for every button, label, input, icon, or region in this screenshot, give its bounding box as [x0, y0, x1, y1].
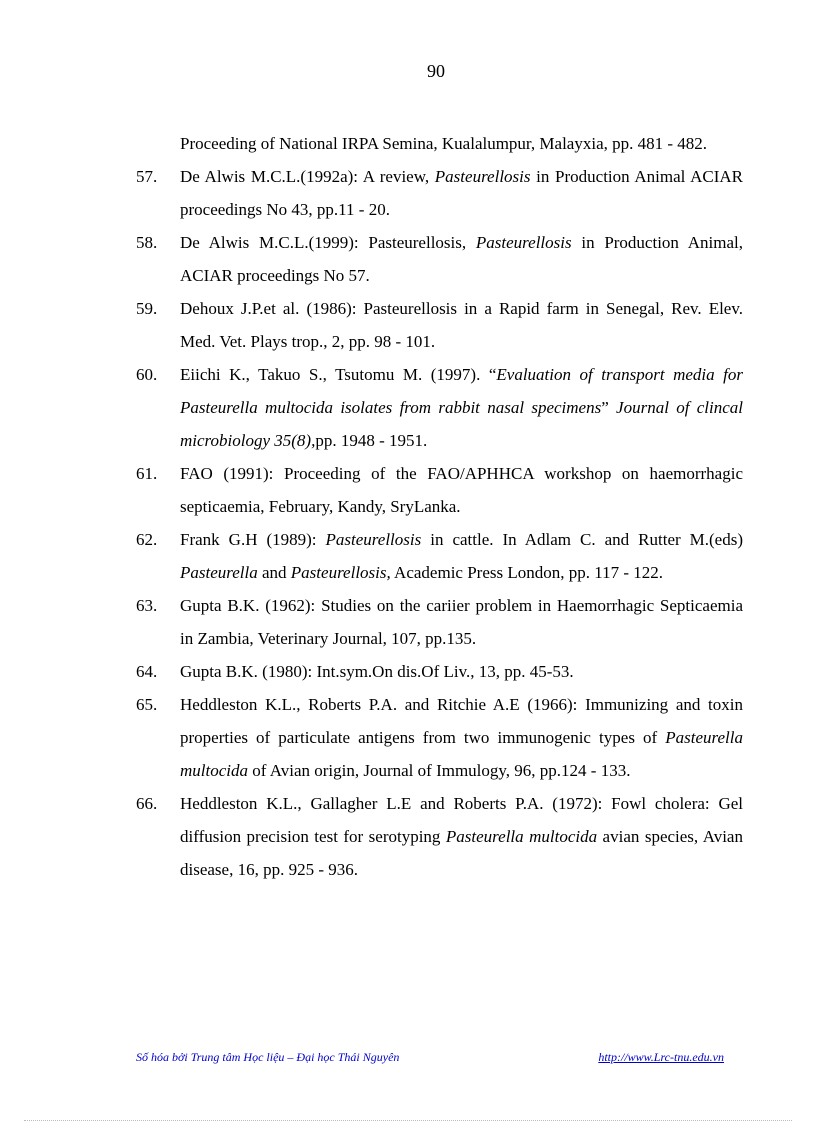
reference-text — [180, 530, 743, 582]
reference-plain-text: Frank G.H (1989): — [180, 530, 326, 549]
reference-plain-text: of Avian origin, Journal of Immulogy, 96, pp.124 - 133. — [248, 761, 631, 780]
page-number: 90 — [427, 61, 445, 81]
reference-text — [180, 365, 743, 450]
reference-italic-text: Journal of clincal microbiology 35(8), — [180, 398, 744, 450]
footer-institution: Số hóa bởi Trung tâm Học liệu – Đại học Thái Nguyên — [136, 1050, 400, 1064]
reference-number: 63. — [136, 596, 158, 615]
reference-plain-text: in Production Animal ACIAR proceedings No 43, pp.11 - 20. — [180, 167, 743, 219]
reference-italic-text: Pasteurellosis — [475, 233, 572, 252]
reference-item — [136, 457, 743, 523]
reference-number: 64. — [136, 662, 158, 681]
reference-text — [180, 596, 743, 648]
reference-item — [136, 523, 743, 589]
reference-number: 66. — [136, 794, 158, 813]
reference-number: 57. — [136, 167, 158, 186]
reference-plain-text: pp. 1948 - 1951. — [315, 431, 428, 450]
reference-plain-text: Gupta B.K. (1980): Int.sym.On dis.Of Liv., 13, pp. 45-53. — [180, 662, 574, 681]
reference-item — [136, 358, 743, 457]
reference-italic-text: Pasteurella multocida — [445, 827, 598, 846]
reference-item — [136, 688, 743, 787]
reference-text — [180, 299, 743, 351]
reference-plain-text: Eiichi K., Takuo S., Tsutomu M. (1997). “ — [180, 365, 497, 384]
reference-list — [136, 127, 743, 886]
reference-plain-text: in cattle. In Adlam C. and Rutter M.(eds) — [421, 530, 744, 549]
reference-item — [136, 292, 743, 358]
reference-text — [180, 794, 743, 879]
reference-number: 58. — [136, 233, 158, 252]
reference-italic-text: Pasteurella — [180, 563, 258, 582]
reference-number: 59. — [136, 299, 158, 318]
reference-number: 65. — [136, 695, 158, 714]
reference-item — [136, 226, 743, 292]
reference-text — [180, 134, 707, 153]
reference-number: 61. — [136, 464, 158, 483]
reference-italic-text: Pasteurellosis — [325, 530, 422, 549]
reference-plain-text: Academic Press London, pp. 117 - 122. — [390, 563, 664, 582]
reference-text — [180, 662, 574, 681]
reference-plain-text: Proceeding of National IRPA Semina, Kualalumpur, Malayxia, pp. 481 - 482. — [180, 134, 708, 153]
reference-number: 60. — [136, 365, 158, 384]
reference-italic-text: Pasteurella multocida — [180, 728, 743, 780]
reference-plain-text: De Alwis M.C.L.(1992a): A review, — [180, 167, 435, 186]
reference-item — [136, 787, 743, 886]
footer-link[interactable]: http://www.Lrc-tnu.edu.vn — [598, 1050, 724, 1064]
reference-item — [136, 655, 743, 688]
reference-text — [180, 464, 743, 516]
reference-item — [136, 160, 743, 226]
reference-plain-text: avian species, Avian disease, 16, pp. 925 - 936. — [180, 827, 743, 879]
reference-italic-text: Evaluation of transport media for Pasteurella multocida isolates from rabbit nasal specimens — [180, 365, 743, 417]
reference-number: 62. — [136, 530, 158, 549]
reference-text — [180, 167, 743, 219]
reference-plain-text: Heddleston K.L., Gallagher L.E and Roberts P.A. (1972): Fowl cholera: Gel diffusion precision test for serotyping — [180, 794, 743, 846]
reference-italic-text: Pasteurellosis — [434, 167, 531, 186]
reference-plain-text: in Production Animal, ACIAR proceedings No 57. — [180, 233, 743, 285]
reference-plain-text: Heddleston K.L., Roberts P.A. and Ritchie A.E (1966): Immunizing and toxin properties of particulate antigens from two immunogenic types of — [180, 695, 743, 747]
reference-plain-text: Dehoux J.P.et al. (1986): Pasteurellosis in a Rapid farm in Senegal, Rev. Elev. Med. Vet. Plays trop., 2, pp. 98 - 101. — [180, 299, 743, 351]
reference-italic-text: Pasteurellosis, — [290, 563, 391, 582]
reference-plain-text: FAO (1991): Proceeding of the FAO/APHHCA workshop on haemorrhagic septicaemia, February, Kandy, SryLanka. — [180, 464, 743, 516]
reference-item — [136, 127, 743, 160]
reference-plain-text: Gupta B.K. (1962): Studies on the cariier problem in Haemorrhagic Septicaemia in Zambia, Veterinary Journal, 107, pp.135. — [180, 596, 743, 648]
reference-text — [180, 233, 743, 285]
reference-plain-text: De Alwis M.C.L.(1999): Pasteurellosis, — [180, 233, 476, 252]
reference-plain-text: ” — [601, 398, 617, 417]
reference-text — [180, 695, 743, 780]
reference-plain-text: and — [257, 563, 291, 582]
bottom-divider — [24, 1120, 792, 1121]
reference-item — [136, 589, 743, 655]
